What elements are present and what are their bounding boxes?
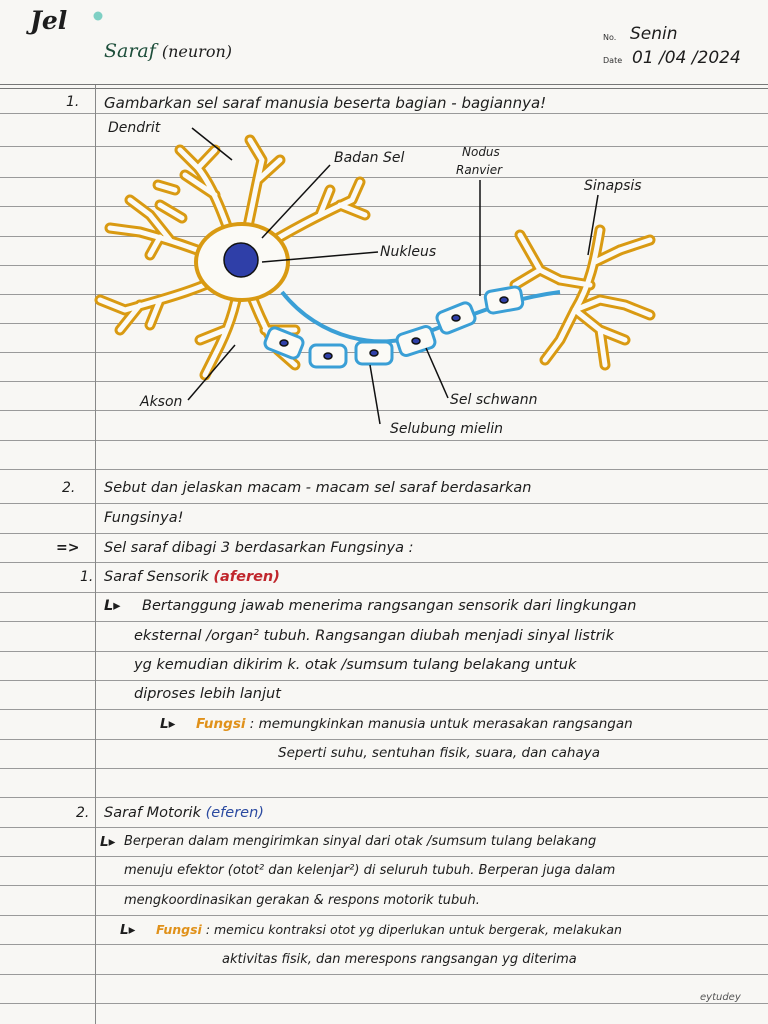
axon — [263, 286, 560, 367]
nucleus — [224, 243, 258, 277]
subject-paren: (neuron) — [161, 42, 232, 61]
ruled-line — [0, 562, 768, 563]
label-dendrit: Dendrit — [108, 120, 161, 136]
motorik-desc-1: Berperan dalam mengirimkan sinyal dari otak /sumsum tulang belakang — [124, 834, 597, 849]
label-sel-schwann: Sel schwann — [450, 392, 538, 408]
sensorik-arrow: L▸ — [104, 598, 121, 614]
motorik-fungsi-text: : memicu kontraksi otot yg diperlukan untuk bergerak, melakukan — [205, 922, 622, 937]
ruled-line — [0, 533, 768, 534]
sensorik-heading — [104, 569, 280, 585]
motorik-fungsi-label: Fungsi — [156, 922, 202, 937]
ruled-line — [0, 651, 768, 652]
subject-name: Saraf — [104, 40, 156, 62]
q2-number: 2. — [62, 480, 76, 496]
motorik-arrow: L▸ — [100, 834, 116, 850]
sensorik-fungsi-line1 — [196, 716, 633, 732]
date-value: 01 /04 /2024 — [632, 48, 741, 68]
sensorik-fungsi-text: : memungkinkan manusia untuk merasakan rangsangan — [249, 716, 633, 732]
ruled-line — [0, 709, 768, 710]
page-title: Jel — [30, 6, 68, 35]
ruled-line — [0, 621, 768, 622]
sensorik-name: Saraf Sensorik — [104, 569, 209, 585]
sensorik-alias: (aferen) — [213, 569, 280, 585]
ruled-line — [0, 1003, 768, 1004]
motorik-fungsi-line1 — [156, 922, 622, 937]
date-label: Date — [603, 56, 623, 65]
label-badan-sel: Badan Sel — [334, 150, 405, 166]
motorik-desc-3: mengkoordinasikan gerakan & respons motorik tubuh. — [124, 893, 480, 908]
motorik-alias: (eferen) — [205, 805, 264, 821]
motorik-fungsi-line2: aktivitas fisik, dan merespons rangsangan yg diterima — [222, 952, 577, 967]
motorik-desc-2: menuju efektor (otot² dan kelenjar²) di seluruh tubuh. Berperan juga dalam — [124, 863, 616, 878]
motorik-heading — [104, 805, 264, 821]
ruled-line — [0, 469, 768, 470]
ruled-line — [0, 974, 768, 975]
no-label: No. — [603, 33, 617, 42]
sensorik-desc-3: yg kemudian dikirim k. otak /sumsum tulang belakang untuk — [134, 657, 577, 673]
ruled-line — [0, 592, 768, 593]
label-sinapsis: Sinapsis — [584, 178, 642, 194]
sensorik-fungsi-line2: Seperti suhu, sentuhan fisik, suara, dan cahaya — [278, 745, 600, 761]
sensorik-fungsi-arrow: L▸ — [160, 716, 176, 732]
ruled-line — [0, 768, 768, 769]
label-ranvier: Ranvier — [456, 163, 503, 177]
q2-question-line1: Sebut dan jelaskan macam - macam sel saraf berdasarkan — [104, 480, 532, 496]
q2-question-line2: Fungsinya! — [104, 510, 184, 526]
label-nukleus: Nukleus — [380, 244, 437, 260]
ruled-line — [0, 797, 768, 798]
ruled-line — [0, 827, 768, 828]
sensorik-desc-2: eksternal /organ² tubuh. Rangsangan diubah menjadi sinyal listrik — [134, 628, 614, 644]
label-akson: Akson — [140, 394, 183, 410]
q1-number: 1. — [66, 94, 80, 110]
motorik-number: 2. — [76, 805, 90, 821]
day-value: Senin — [630, 24, 678, 44]
neuron-diagram — [0, 0, 768, 460]
motorik-fungsi-arrow: L▸ — [120, 922, 136, 938]
sensorik-desc-1: Bertanggung jawab menerima rangsangan sensorik dari lingkungan — [142, 598, 637, 614]
sensorik-desc-4: diproses lebih lanjut — [134, 686, 281, 702]
ruled-line — [0, 503, 768, 504]
ruled-line — [0, 915, 768, 916]
sensorik-fungsi-label: Fungsi — [196, 716, 246, 732]
label-selubung-mielin: Selubung mielin — [390, 421, 504, 437]
signature: eytudey — [700, 992, 741, 1003]
answer-marker: => — [56, 540, 80, 556]
label-nodus: Nodus — [462, 145, 500, 159]
ruled-line — [0, 944, 768, 945]
motorik-name: Saraf Motorik — [104, 805, 201, 821]
ruled-line — [0, 739, 768, 740]
q2-answer: Sel saraf dibagi 3 berdasarkan Fungsinya : — [104, 540, 414, 556]
ruled-line — [0, 680, 768, 681]
ruled-line — [0, 885, 768, 886]
q1-question: Gambarkan sel saraf manusia beserta bagian - bagiannya! — [104, 94, 547, 112]
sensorik-number: 1. — [80, 569, 94, 585]
ruled-line — [0, 856, 768, 857]
